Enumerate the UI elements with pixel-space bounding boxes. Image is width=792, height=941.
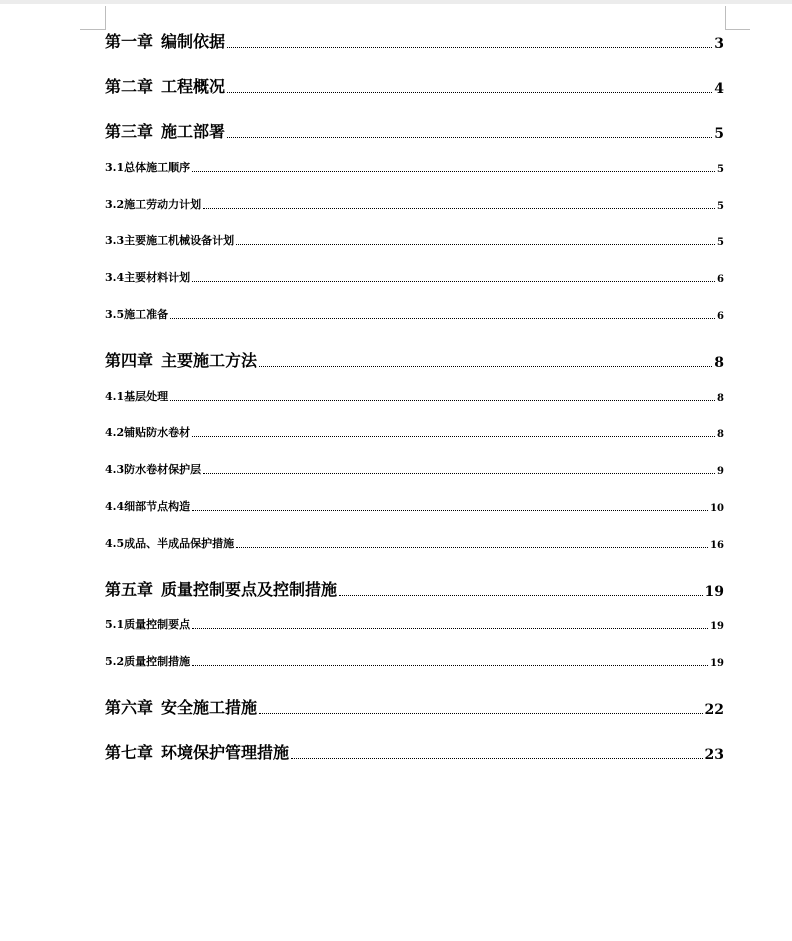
- toc-entry[interactable]: [105, 535, 724, 551]
- crop-mark-top-left-vertical: [105, 6, 106, 30]
- toc-entry-page: 8: [717, 393, 724, 404]
- dot-leader: [291, 757, 702, 759]
- toc-entry-number: 5.1: [105, 618, 125, 631]
- toc-entry-number: 5.2: [105, 655, 125, 668]
- dot-leader: [227, 136, 712, 138]
- toc-entry-title: 细部节点构造: [124, 500, 191, 513]
- dot-leader: [192, 627, 708, 629]
- crop-mark-top-left-horizontal: [80, 29, 105, 30]
- toc-entry-number: 第五章: [105, 580, 154, 599]
- toc-entry-number: 3.4: [105, 271, 125, 284]
- toc-entry-number: 第七章: [105, 743, 154, 762]
- dot-leader: [203, 472, 715, 474]
- toc-entry[interactable]: [105, 424, 724, 440]
- toc-entry-page: 19: [704, 584, 724, 600]
- toc-entry-title: 主要施工方法: [161, 351, 258, 370]
- toc-entry-page: 6: [717, 274, 724, 285]
- toc-entry-page: 8: [714, 355, 724, 371]
- toc-entry-number: 第四章: [105, 351, 154, 370]
- toc-entry-title: 铺贴防水卷材: [124, 426, 191, 439]
- toc-entry-title: 总体施工顺序: [124, 161, 191, 174]
- toc-entry[interactable]: [105, 232, 724, 248]
- toc-entry-number: 4.4: [105, 500, 125, 513]
- crop-mark-top-right-vertical: [725, 6, 726, 30]
- toc-entry-title: 施工劳动力计划: [124, 198, 202, 211]
- toc-entry-page: 5: [714, 126, 724, 142]
- toc-entry[interactable]: [105, 498, 724, 514]
- toc-entry-title: 施工准备: [124, 308, 169, 321]
- dot-leader: [192, 509, 708, 511]
- toc-entry[interactable]: [105, 461, 724, 477]
- toc-entry-title: 质量控制要点及控制措施: [161, 580, 338, 599]
- toc-entry-page: 4: [714, 81, 724, 97]
- dot-leader: [227, 46, 712, 48]
- toc-entry-title: 环境保护管理措施: [161, 743, 290, 762]
- toc-entry-page: 5: [717, 164, 724, 175]
- toc-entry-page: 10: [710, 503, 724, 514]
- toc-entry-page: 22: [704, 702, 724, 718]
- dot-leader: [259, 712, 702, 714]
- toc-entry-title: 防水卷材保护层: [124, 463, 202, 476]
- toc-entry-number: 3.5: [105, 308, 125, 321]
- dot-leader: [339, 594, 702, 596]
- toc-entry-title: 施工部署: [161, 122, 226, 141]
- dot-leader: [227, 91, 712, 93]
- toc-entry-title: 质量控制要点: [124, 618, 191, 631]
- toc-entry-number: 4.5: [105, 537, 125, 550]
- toc-entry-page: 8: [717, 429, 724, 440]
- toc-entry-title: 编制依据: [161, 32, 226, 51]
- toc-entry-title: 安全施工措施: [161, 698, 258, 717]
- toc-entry[interactable]: [105, 118, 724, 142]
- toc-entry-number: 4.2: [105, 426, 125, 439]
- dot-leader: [236, 243, 715, 245]
- toc-entry-number: 3.1: [105, 161, 125, 174]
- toc-entry-page: 3: [714, 36, 724, 52]
- toc-entry-title: 主要施工机械设备计划: [124, 234, 235, 247]
- toc-entry-page: 23: [704, 747, 724, 763]
- dot-leader: [203, 207, 715, 209]
- toc-entry-number: 第二章: [105, 77, 154, 96]
- toc-entry[interactable]: [105, 694, 724, 718]
- dot-leader: [236, 546, 708, 548]
- crop-mark-top-right-horizontal: [725, 29, 750, 30]
- toc-entry-number: 第一章: [105, 32, 154, 51]
- toc-entry[interactable]: [105, 73, 724, 97]
- toc-entry-title: 主要材料计划: [124, 271, 191, 284]
- toc-entry-title: 工程概况: [161, 77, 226, 96]
- dot-leader: [170, 399, 715, 401]
- toc-entry[interactable]: [105, 196, 724, 212]
- dot-leader: [192, 280, 715, 282]
- toc-entry[interactable]: [105, 347, 724, 371]
- window-top-edge: [0, 0, 792, 4]
- toc-entry[interactable]: [105, 739, 724, 763]
- toc-entry-page: 5: [717, 237, 724, 248]
- toc-entry-number: 3.2: [105, 198, 125, 211]
- toc-entry[interactable]: [105, 576, 724, 600]
- toc-entry[interactable]: [105, 616, 724, 632]
- toc-entry-page: 16: [710, 540, 724, 551]
- dot-leader: [259, 365, 712, 367]
- toc-entry[interactable]: [105, 388, 724, 404]
- dot-leader: [192, 170, 715, 172]
- toc-entry[interactable]: [105, 159, 724, 175]
- toc-entry-title: 质量控制措施: [124, 655, 191, 668]
- toc-entry-number: 4.3: [105, 463, 125, 476]
- toc-entry-number: 4.1: [105, 390, 125, 403]
- dot-leader: [192, 435, 715, 437]
- dot-leader: [192, 664, 708, 666]
- toc-entry[interactable]: [105, 28, 724, 52]
- toc-entry-page: 9: [717, 466, 724, 477]
- dot-leader: [170, 317, 715, 319]
- toc-entry[interactable]: [105, 269, 724, 285]
- toc-entry-page: 5: [717, 201, 724, 212]
- toc-entry-title: 基层处理: [124, 390, 169, 403]
- toc-entry-page: 6: [717, 311, 724, 322]
- toc-entry-number: 第六章: [105, 698, 154, 717]
- toc-entry-page: 19: [710, 621, 724, 632]
- toc-entry-number: 3.3: [105, 234, 125, 247]
- toc-entry-page: 19: [710, 658, 724, 669]
- toc-entry-number: 第三章: [105, 122, 154, 141]
- toc-entry[interactable]: [105, 306, 724, 322]
- toc-entry[interactable]: [105, 653, 724, 669]
- toc-entry-title: 成品、半成品保护措施: [124, 537, 235, 550]
